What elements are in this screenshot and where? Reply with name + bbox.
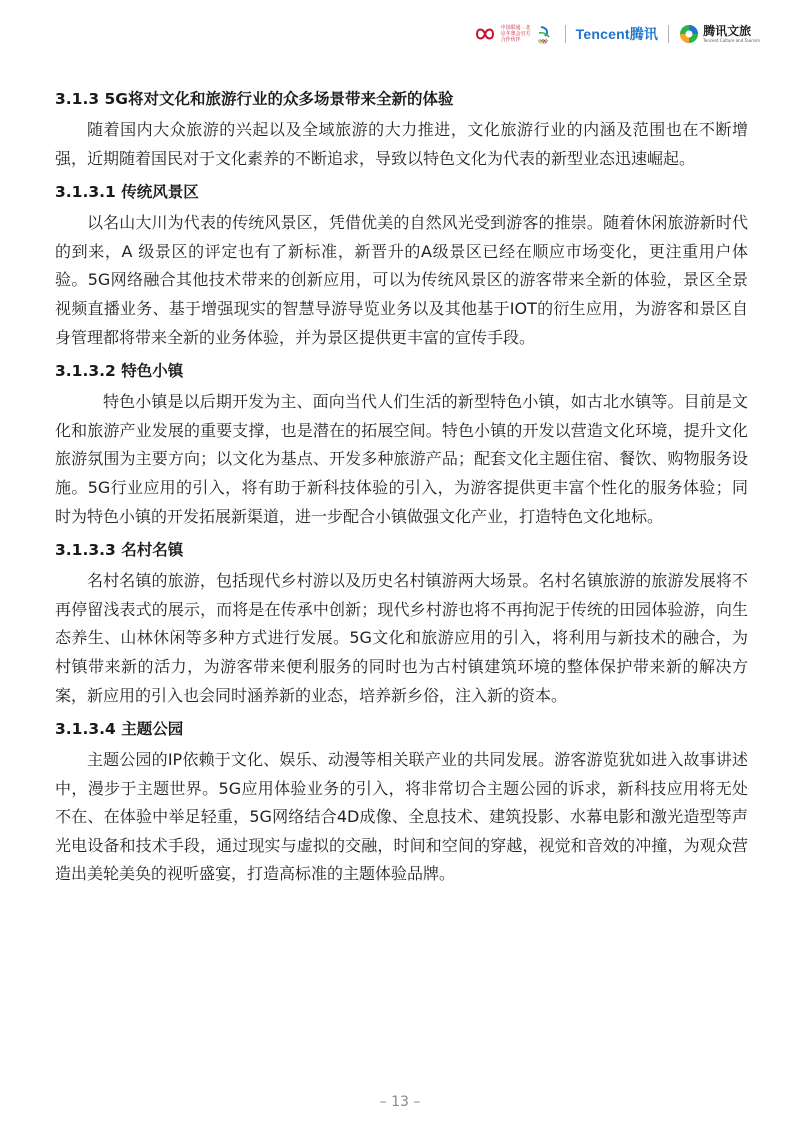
document-body xyxy=(55,82,748,891)
section-paragraph: 随着国内大众旅游的兴起以及全域旅游的大力推进，文化旅游行业的内涵及范围也在不断增强，近期随着国民对于文化素养的不断追求，导致以特色文化为代表的新型业态迅速崛起。 xyxy=(55,120,748,168)
section-heading: 3.1.3.1 传统风景区 xyxy=(55,183,199,202)
china-unicom-logo xyxy=(473,24,555,44)
section-paragraph: 名村名镇的旅游，包括现代乡村游以及历史名村镇游两大场景。名村名镇旅游的旅游发展将不再停留浅表式的展示，而将是在传承中创新；现代乡村游也将不再拘泥于传统的田园体验游，向生态养生、山林休闲等多种方式进行发展。5G文化和旅游应用的引入，将利用与新技术的融合，为村镇带来新的活力，为游客带来便利服务的同时也为古村镇建筑环境的整体保护带来新的解决方案，新应用的引入也会同时涵养新的业态，培养新乡俗，注入新的资本。 xyxy=(55,571,748,705)
olympic-winter-emblem-icon xyxy=(535,24,555,44)
unicom-tagline: 中国联通 · 北京冬奥会官方合作伙伴 xyxy=(500,25,531,43)
tencent-logo: Tencent腾讯 xyxy=(575,26,659,42)
page-number: – 13 – xyxy=(379,1094,421,1110)
section-heading: 3.1.3.3 名村名镇 xyxy=(55,541,184,560)
tencent-wenlv-logo xyxy=(679,24,760,44)
section-heading: 3.1.3 5G将对文化和旅游行业的众多场景带来全新的体验 xyxy=(55,90,454,108)
unicom-knot-icon xyxy=(473,24,497,44)
wenlv-name-cn: 腾讯文旅 xyxy=(703,24,752,38)
header-divider xyxy=(565,25,566,43)
wenlv-name-en: Tencent Culture and Tourism xyxy=(703,38,760,43)
section-paragraph: 以名山大川为代表的传统风景区，凭借优美的自然风光受到游客的推崇。随着休闲旅游新时代的到来，A 级景区的评定也有了新标准，新晋升的A级景区已经在顺应市场变化，更注重用户体验。5G网络融合其他技术带来的创新应用，可以为传统风景区的游客带来全新的体验，景区全景视频直播业务、基于增强现实的智慧导游导览业务以及其他基于IOT的衍生应用，为游客和景区自身管理都将带来全新的业务体验，并为景区提供更丰富的宣传手段。 xyxy=(55,213,748,347)
wenlv-globe-icon xyxy=(679,24,699,44)
section-heading: 3.1.3.2 特色小镇 xyxy=(55,362,184,381)
section-paragraph: 特色小镇是以后期开发为主、面向当代人们生活的新型特色小镇，如古北水镇等。目前是文化和旅游产业发展的重要支撑，也是潜在的拓展空间。特色小镇的开发以营造文化环境，提升文化旅游氛围为主要方向；以文化为基点、开发多种旅游产品；配套文化主题住宿、餐饮、购物服务设施。5G行业应用的引入，将有助于新科技体验的引入，为游客提供更丰富个性化的服务体验；同时为特色小镇的开发拓展新渠道，进一步配合小镇做强文化产业，打造特色文化地标。 xyxy=(55,392,748,526)
section-heading: 3.1.3.4 主题公园 xyxy=(55,720,184,739)
page-header xyxy=(473,14,760,54)
header-divider xyxy=(668,25,669,43)
section-paragraph: 主题公园的IP依赖于文化、娱乐、动漫等相关联产业的共同发展。游客游览犹如进入故事讲述中，漫步于主题世界。5G应用体验业务的引入，将非常切合主题公园的诉求，新科技应用将无处不在、在体验中举足轻重，5G网络结合4D成像、全息技术、建筑投影、水幕电影和激光造型等声光电设备和技术手段，通过现实与虚拟的交融，时间和空间的穿越，视觉和音效的冲撞，为观众营造出美轮美奂的视听盛宴，打造高标准的主题体验品牌。 xyxy=(55,750,748,884)
